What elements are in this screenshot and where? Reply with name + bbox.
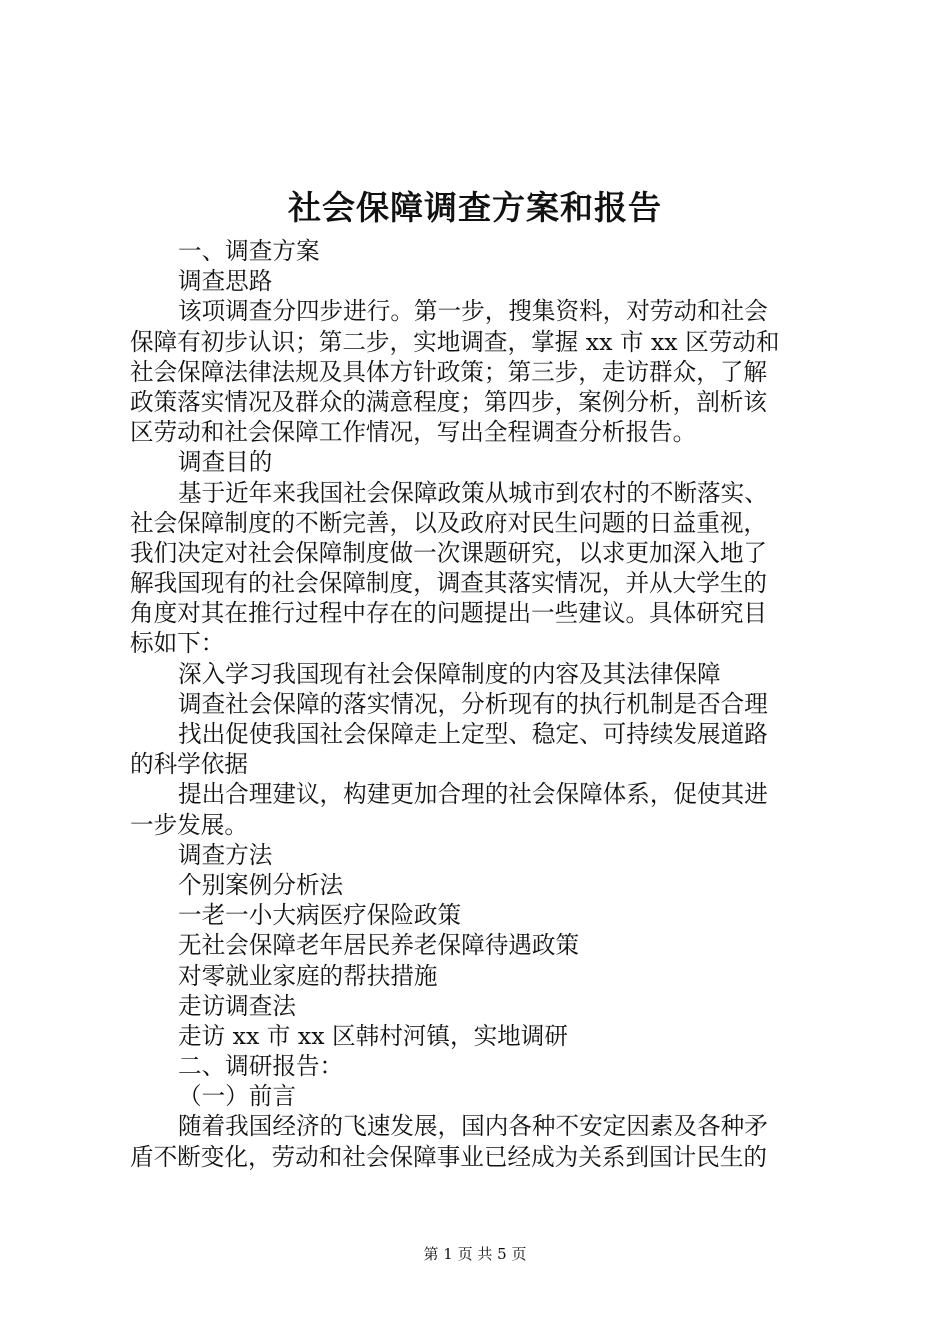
- body-line: 走访调查法: [178, 991, 296, 1020]
- body-line: 个别案例分析法: [178, 870, 344, 899]
- body-line: 走访 xx 市 xx 区韩村河镇，实地调研: [178, 1021, 568, 1050]
- body-line: （一）前言: [178, 1082, 296, 1111]
- body-line: 二、调研报告：: [178, 1052, 344, 1081]
- body-line: 调查思路: [178, 267, 273, 296]
- body-line: 政策落实情况及群众的满意程度；第四步，案例分析，剖析该: [130, 387, 768, 416]
- body-line: 调查社会保障的落实情况，分析现有的执行机制是否合理: [178, 689, 768, 718]
- body-line: 该项调查分四步进行。第一步，搜集资料，对劳动和社会: [178, 297, 768, 326]
- body-line: 无社会保障老年居民养老保障待遇政策: [178, 931, 580, 960]
- body-line: 调查目的: [178, 448, 273, 477]
- body-line: 盾不断变化，劳动和社会保障事业已经成为关系到国计民生的: [130, 1142, 768, 1171]
- body-line: 我们决定对社会保障制度做一次课题研究，以求更加深入地了: [130, 538, 768, 567]
- body-line: 保障有初步认识；第二步，实地调查，掌握 xx 市 xx 区劳动和: [130, 327, 780, 356]
- document-body: [130, 236, 830, 1172]
- body-line: 调查方法: [178, 840, 273, 869]
- body-line: 提出合理建议，构建更加合理的社会保障体系，促使其进: [178, 780, 768, 809]
- body-line: 深入学习我国现有社会保障制度的内容及其法律保障: [178, 659, 721, 688]
- body-line: 社会保障法律法规及具体方针政策；第三步，走访群众，了解: [130, 357, 768, 386]
- body-line: 一老一小大病医疗保险政策: [178, 901, 462, 930]
- body-line: 社会保障制度的不断完善，以及政府对民生问题的日益重视，: [130, 508, 768, 537]
- body-line: 一步发展。: [130, 810, 248, 839]
- body-line: 角度对其在推行过程中存在的问题提出一些建议。具体研究目: [130, 599, 768, 628]
- body-line: 解我国现有的社会保障制度，调查其落实情况，并从大学生的: [130, 569, 768, 598]
- body-line: 对零就业家庭的帮扶措施: [178, 961, 438, 990]
- page-footer: 第 1 页 共 5 页: [423, 1245, 527, 1263]
- body-line: 基于近年来我国社会保障政策从城市到农村的不断落实、: [178, 478, 768, 507]
- document-title: 社会保障调查方案和报告: [288, 188, 662, 227]
- body-line: 随着我国经济的飞速发展，国内各种不安定因素及各种矛: [178, 1112, 768, 1141]
- body-line: 区劳动和社会保障工作情况，写出全程调查分析报告。: [130, 418, 697, 447]
- body-line: 一、调查方案: [178, 237, 320, 265]
- body-line: 的科学依据: [130, 750, 248, 779]
- body-line: 标如下：: [130, 629, 225, 658]
- body-line: 找出促使我国社会保障走上定型、稳定、可持续发展道路: [178, 720, 768, 748]
